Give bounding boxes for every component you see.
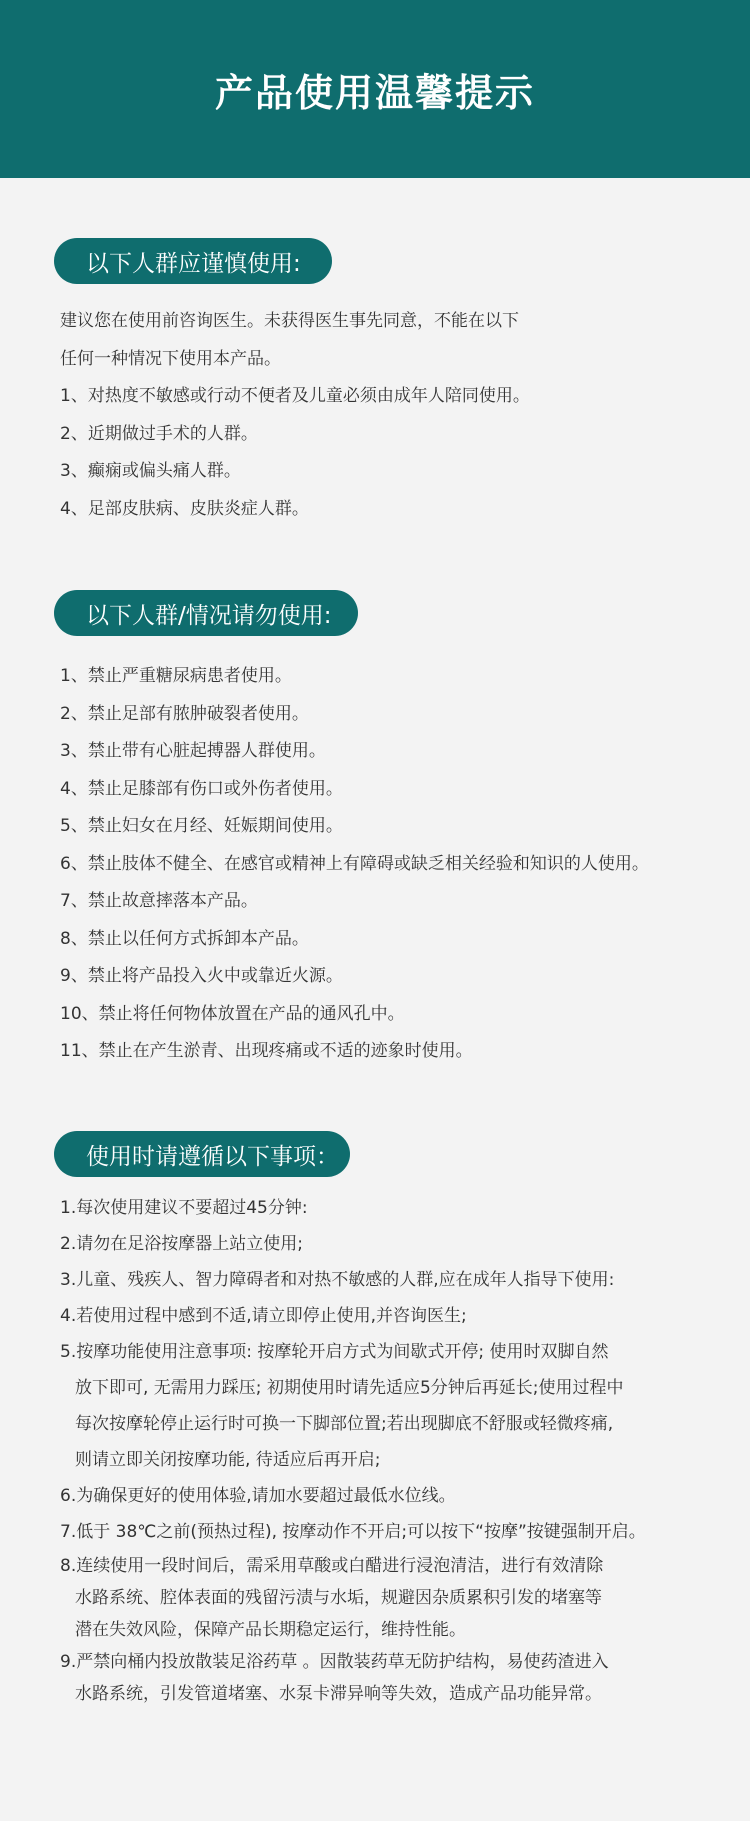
list-item: 3、禁止带有心脏起搏器人群使用。 [60,741,326,761]
section-heading-instructions: 使用时请遵循以下事项： [54,1131,350,1177]
list-item: 9、禁止将产品投入火中或靠近火源。 [60,966,343,986]
list-item-continuation: 则请立即关闭按摩功能, 待适应后再开启; [75,1450,381,1470]
list-item: 建议您在使用前咨询医生。未获得医生事先同意，不能在以下 [60,311,519,331]
list-item: 4、禁止足膝部有伤口或外伤者使用。 [60,778,343,799]
prohibited-list [60,658,730,1071]
instructions-list [60,1190,730,1710]
list-item: 1、禁止严重糖尿病患者使用。 [60,666,292,686]
list-item-continuation: 水路系统、腔体表面的残留污渍与水垢，规避因杂质累积引发的堵塞等 [75,1588,602,1608]
list-item: 7.低于 38℃之前(预热过程), 按摩动作不开启;可以按下“按摩”按键强制开启。 [60,1522,646,1542]
list-item: 11、禁止在产生淤青、出现疼痛或不适的迹象时使用。 [60,1041,473,1061]
list-item-continuation: 每次按摩轮停止运行时可换一下脚部位置;若出现脚底不舒服或轻微疼痛, [75,1414,614,1434]
list-item-continuation: 放下即可, 无需用力踩压; 初期使用时请先适应5分钟后再延长;使用过程中 [75,1378,624,1398]
list-item: 8.连续使用一段时间后，需采用草酸或白醋进行浸泡清洁，进行有效清除 [60,1556,604,1576]
list-item: 2.请勿在足浴按摩器上站立使用; [60,1234,303,1254]
list-item: 1.每次使用建议不要超过45分钟: [60,1198,308,1218]
list-item-continuation: 潜在失效风险，保障产品长期稳定运行，维持性能。 [75,1620,466,1640]
list-item: 6、禁止肢体不健全、在感官或精神上有障碍或缺乏相关经验和知识的人使用。 [60,853,649,874]
list-item: 4、足部皮肤病、皮肤炎症人群。 [60,498,309,519]
list-item: 6.为确保更好的使用体验,请加水要超过最低水位线。 [60,1486,456,1506]
list-item: 5、禁止妇女在月经、妊娠期间使用。 [60,816,343,836]
section-heading-caution: 以下人群应谨慎使用: [54,238,332,284]
list-item: 8、禁止以任何方式拆卸本产品。 [60,928,309,949]
list-item: 9.严禁向桶内投放散装足浴药草 。因散装药草无防护结构，易使药渣进入 [60,1652,609,1672]
list-item: 4.若使用过程中感到不适,请立即停止使用,并咨询医生; [60,1306,467,1326]
list-item: 7、禁止故意摔落本产品。 [60,891,258,911]
page-title: 产品使用温馨提示 [214,70,535,115]
list-item: 1、对热度不敏感或行动不便者及儿童必须由成年人陪同使用。 [60,386,530,406]
section-heading-prohibited: 以下人群/情况请勿使用: [54,590,358,636]
list-item: 任何一种情况下使用本产品。 [60,348,281,369]
list-item: 2、近期做过手术的人群。 [60,423,258,444]
caution-list [60,303,730,528]
list-item: 10、禁止将任何物体放置在产品的通风孔中。 [60,1003,405,1024]
list-item: 5.按摩功能使用注意事项: 按摩轮开启方式为间歇式开停; 使用时双脚自然 [60,1342,609,1362]
list-item: 3、癫痫或偏头痛人群。 [60,461,241,481]
list-item: 3.儿童、残疾人、智力障碍者和对热不敏感的人群,应在成年人指导下使用: [60,1270,615,1290]
title-banner [0,0,750,178]
list-item: 2、禁止足部有脓肿破裂者使用。 [60,703,309,724]
list-item-continuation: 水路系统，引发管道堵塞、水泵卡滞异响等失效，造成产品功能异常。 [75,1684,602,1704]
